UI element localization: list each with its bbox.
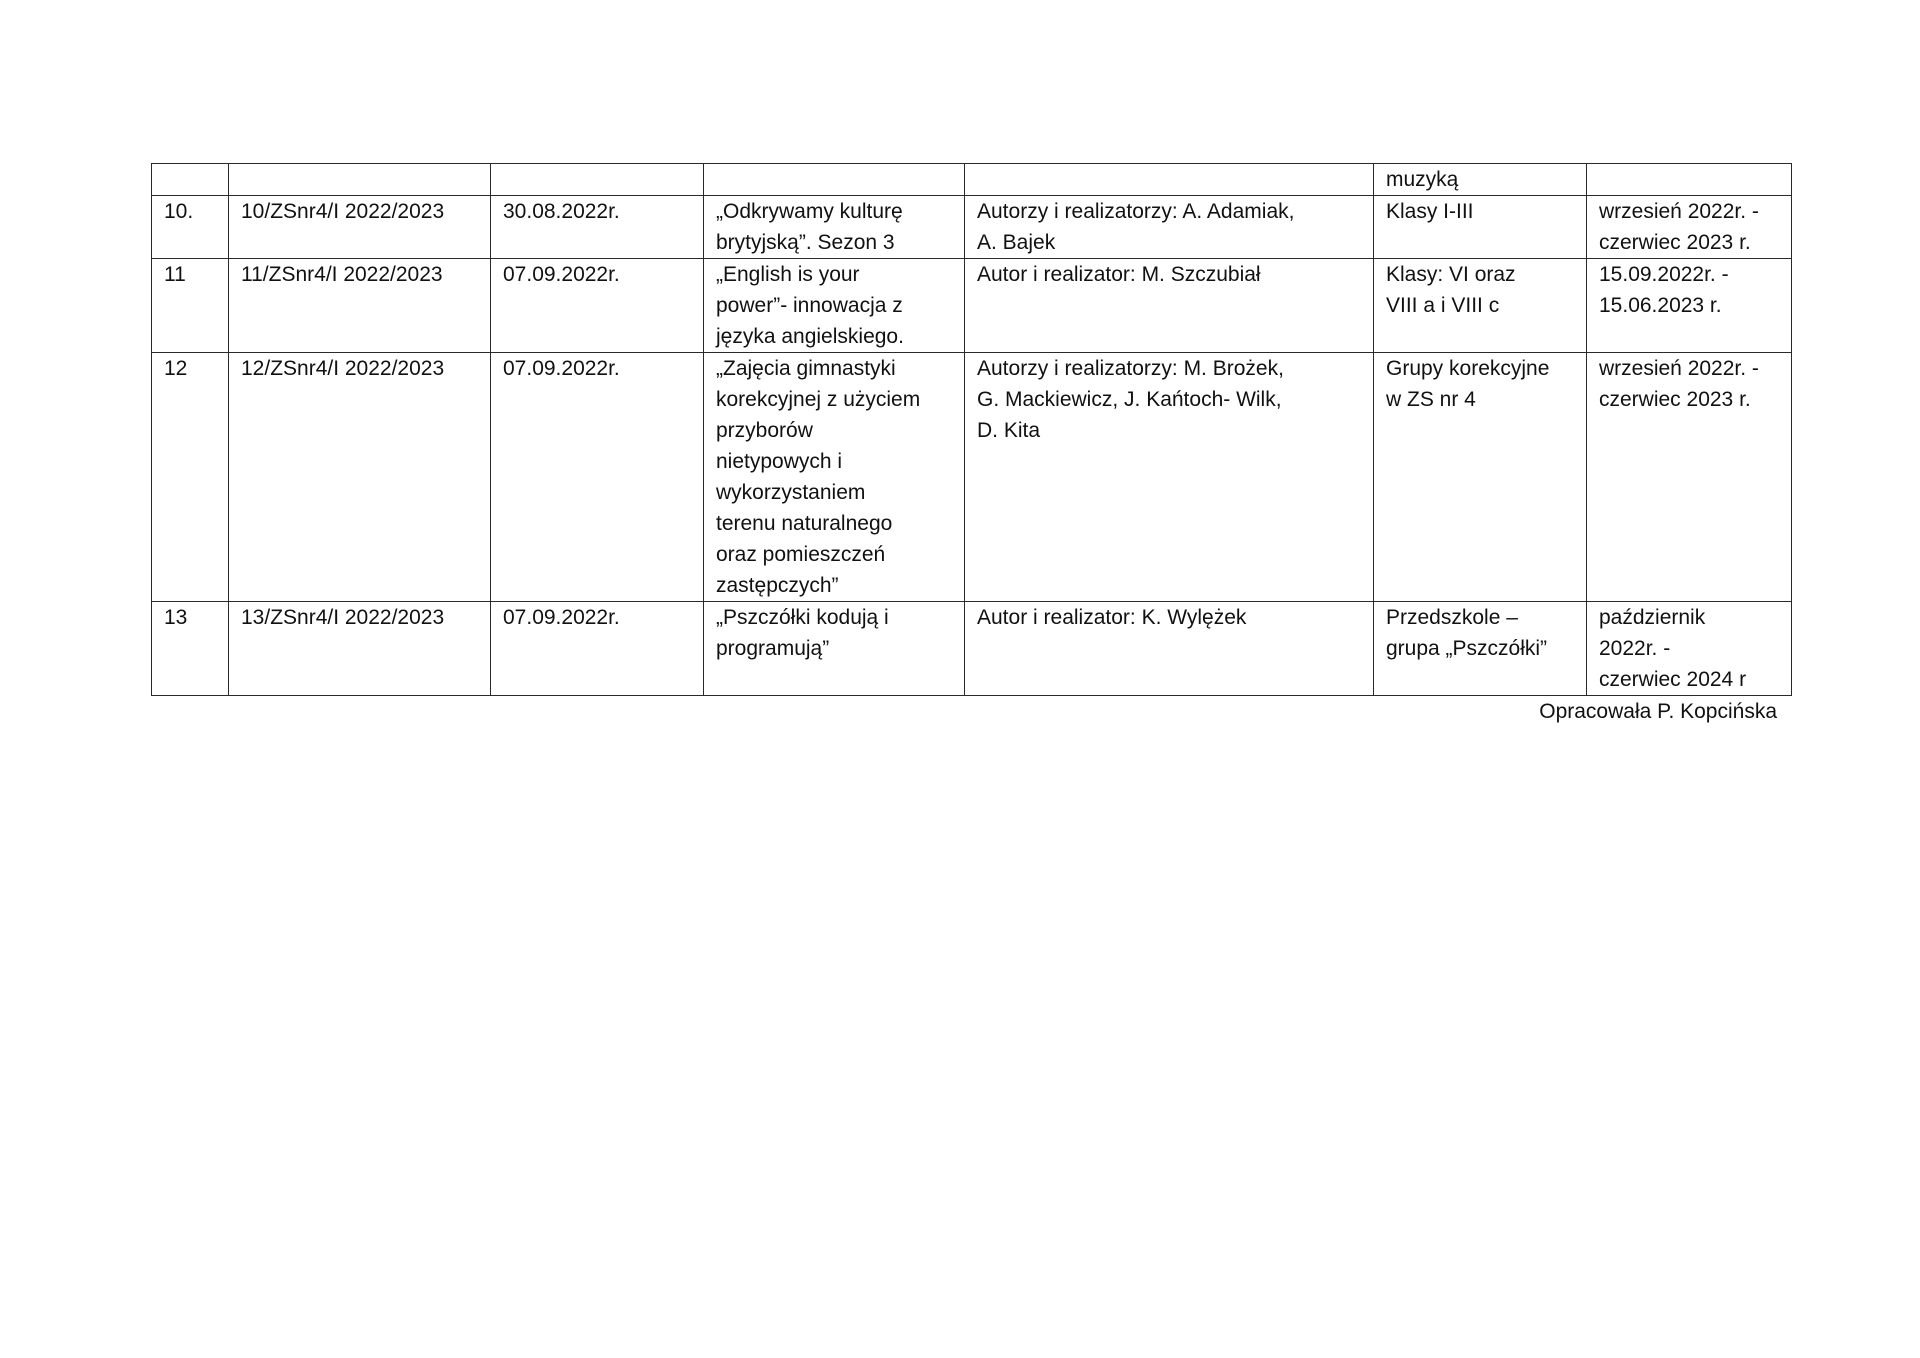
cell-code [229, 164, 491, 196]
cell-date: 07.09.2022r. [491, 259, 704, 353]
cell-authors: Autor i realizator: K. Wylężek [965, 602, 1374, 696]
cell-date: 30.08.2022r. [491, 196, 704, 259]
cell-title: „Pszczółki kodują i programują” [704, 602, 965, 696]
cell-code: 11/ZSnr4/I 2022/2023 [229, 259, 491, 353]
cell-number: 10. [152, 196, 229, 259]
cell-authors: Autorzy i realizatorzy: A. Adamiak, A. Bajek [965, 196, 1374, 259]
cell-date: 07.09.2022r. [491, 353, 704, 602]
cell-participants: Klasy I-III [1374, 196, 1587, 259]
cell-title [704, 164, 965, 196]
cell-authors [965, 164, 1374, 196]
cell-period: 15.09.2022r. - 15.06.2023 r. [1587, 259, 1792, 353]
cell-number: 13 [152, 602, 229, 696]
cell-number [152, 164, 229, 196]
table-row [152, 259, 1792, 353]
cell-authors: Autor i realizator: M. Szczubiał [965, 259, 1374, 353]
cell-number: 12 [152, 353, 229, 602]
author-signature: Opracowała P. Kopcińska [1539, 700, 1777, 723]
cell-participants: Przedszkole – grupa „Pszczółki” [1374, 602, 1587, 696]
cell-code: 13/ZSnr4/I 2022/2023 [229, 602, 491, 696]
table-row [152, 353, 1792, 602]
cell-number: 11 [152, 259, 229, 353]
cell-title: „English is your power”- innowacja z języka angielskiego. [704, 259, 965, 353]
table-row [152, 196, 1792, 259]
cell-period: wrzesień 2022r. - czerwiec 2023 r. [1587, 353, 1792, 602]
cell-participants: Grupy korekcyjne w ZS nr 4 [1374, 353, 1587, 602]
table-row-continuation [152, 164, 1792, 196]
cell-participants: muzyką [1374, 164, 1587, 196]
cell-title: „Odkrywamy kulturę brytyjską”. Sezon 3 [704, 196, 965, 259]
cell-period [1587, 164, 1792, 196]
cell-title: „Zajęcia gimnastyki korekcyjnej z użyciem przyborów nietypowych i wykorzystaniem terenu naturalnego oraz pomieszczeń zastępczych” [704, 353, 965, 602]
table-row [152, 602, 1792, 696]
cell-code: 10/ZSnr4/I 2022/2023 [229, 196, 491, 259]
cell-period: październik 2022r. - czerwiec 2024 r [1587, 602, 1792, 696]
cell-period: wrzesień 2022r. - czerwiec 2023 r. [1587, 196, 1792, 259]
cell-participants: Klasy: VI oraz VIII a i VIII c [1374, 259, 1587, 353]
cell-date [491, 164, 704, 196]
cell-authors: Autorzy i realizatorzy: M. Brożek, G. Mackiewicz, J. Kańtoch- Wilk, D. Kita [965, 353, 1374, 602]
innovations-table [151, 163, 1792, 696]
cell-code: 12/ZSnr4/I 2022/2023 [229, 353, 491, 602]
cell-date: 07.09.2022r. [491, 602, 704, 696]
